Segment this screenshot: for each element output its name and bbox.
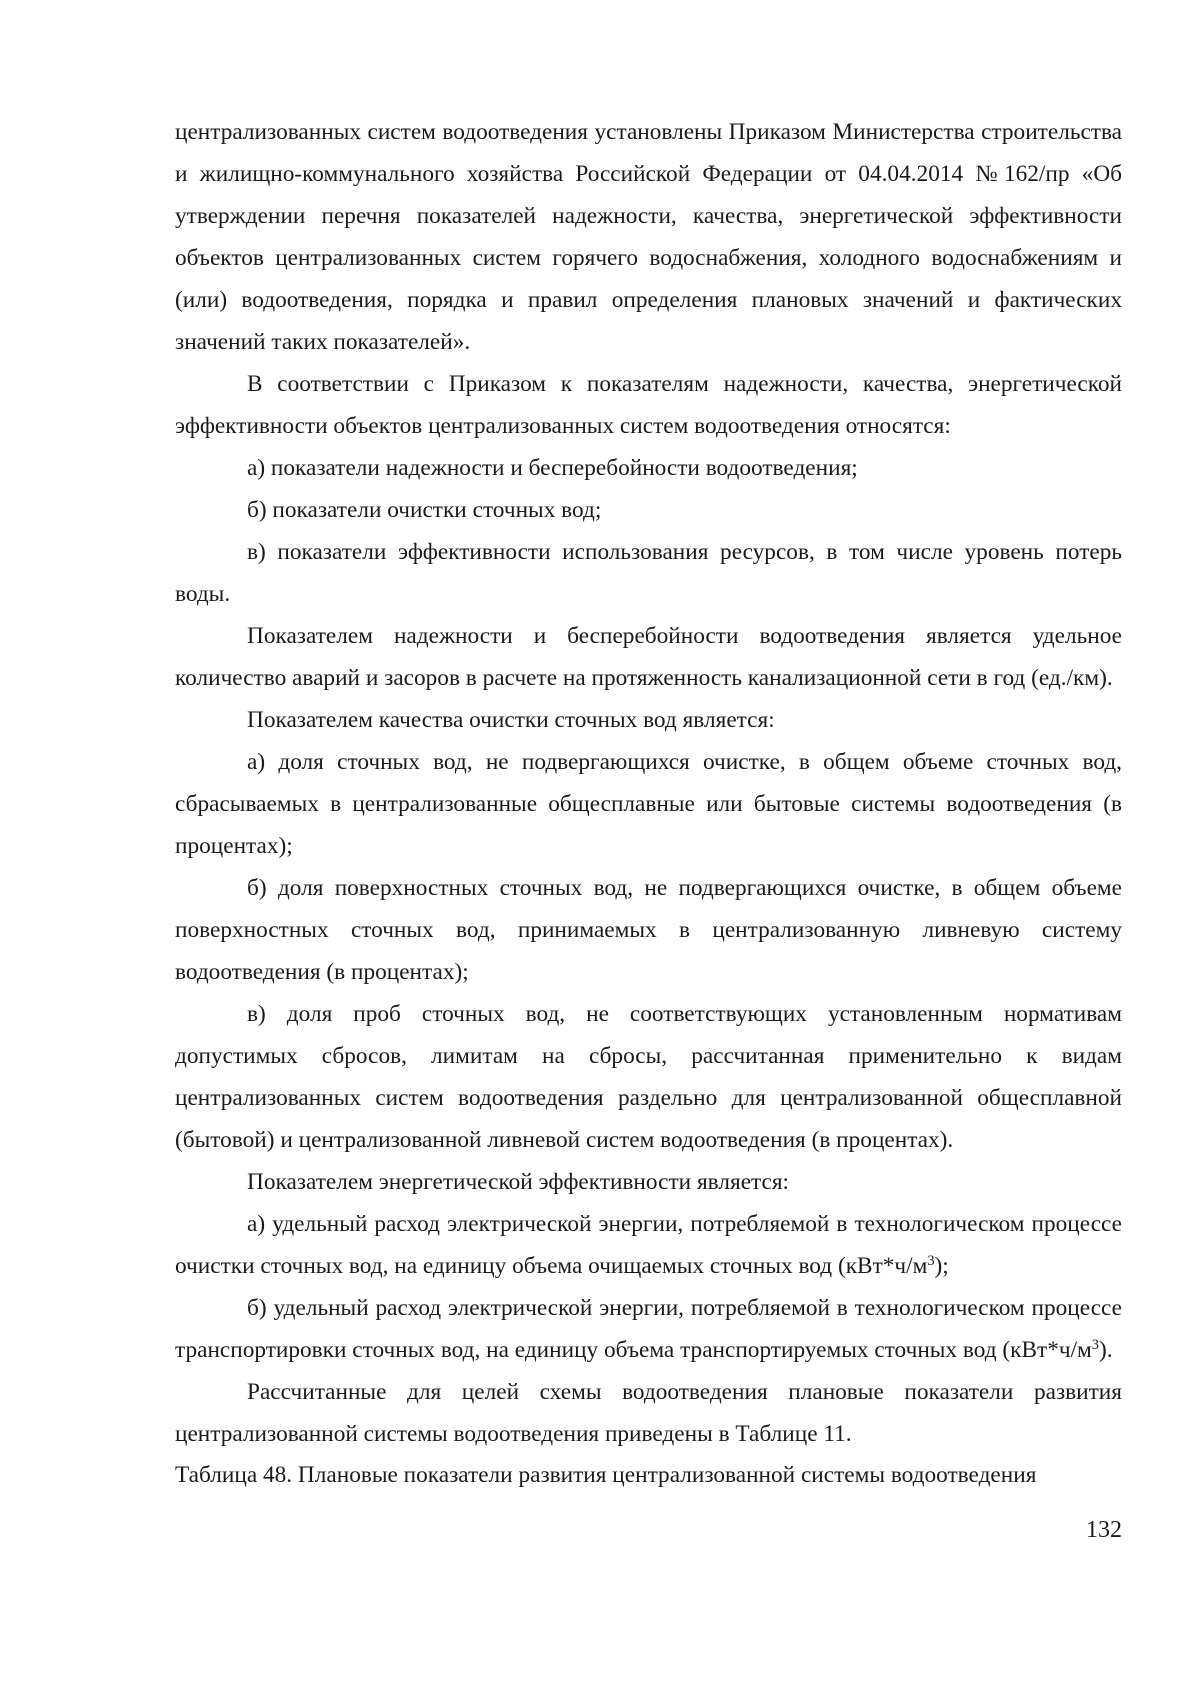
list-item-energy-transport [175, 1287, 1122, 1371]
document-body [175, 111, 1122, 1495]
page-number: 132 [1086, 1517, 1122, 1543]
list-item-sample-noncompliance: в) доля проб сточных вод, не соответствующих установленным нормативам допустимых сбросов, лимитам на сбросы, рассчитанная применительно к видам централизованных систем водоотведения раздельно для централизованной общесплавной (бытовой) и централизованной ливневой систем водоотведения (в процентах). [175, 1001, 1122, 1153]
paragraph-quality-indicator: Показателем качества очистки сточных вод является: [247, 707, 775, 733]
energy-transport-tail: ). [1099, 1337, 1113, 1363]
list-item-reliability: а) показатели надежности и бесперебойности водоотведения; [247, 455, 858, 481]
superscript-cubed: 3 [927, 1253, 935, 1270]
list-item-surface-untreated-share: б) доля поверхностных сточных вод, не подвергающихся очистке, в общем объеме поверхностных сточных вод, принимаемых в централизованную ливневую систему водоотведения (в процентах); [175, 875, 1122, 985]
superscript-cubed: 3 [1091, 1337, 1099, 1354]
energy-treatment-tail: ); [934, 1253, 949, 1279]
list-item-resource-efficiency: в) показатели эффективности использования ресурсов, в том числе уровень потерь воды. [175, 539, 1122, 607]
energy-treatment-text: а) удельный расход электрической энергии, потребляемой в технологическом процессе очистки сточных вод, на единицу объема очищаемых сточных вод (кВт*ч/м [175, 1211, 1122, 1279]
paragraph-energy-indicator: Показателем энергетической эффективности является: [247, 1169, 790, 1195]
paragraph-closing: Рассчитанные для целей схемы водоотведения плановые показатели развития централизованной системы водоотведения приведены в Таблице 11. [175, 1379, 1122, 1447]
paragraph-order-indicators: В соответствии с Приказом к показателям надежности, качества, энергетической эффективности объектов централизованных систем водоотведения относятся: [175, 371, 1122, 439]
paragraph-reliability-indicator: Показателем надежности и бесперебойности водоотведения является удельное количество аварий и засоров в расчете на протяженность канализационной сети в год (ед./км). [175, 623, 1122, 691]
list-item-energy-treatment [175, 1203, 1122, 1287]
energy-transport-text: б) удельный расход электрической энергии, потребляемой в технологическом процессе транспортировки сточных вод, на единицу объема транспортируемых сточных вод (кВт*ч/м [175, 1295, 1122, 1363]
list-item-untreated-share: а) доля сточных вод, не подвергающихся очистке, в общем объеме сточных вод, сбрасываемых в централизованные общесплавные или бытовые системы водоотведения (в процентах); [175, 749, 1122, 859]
paragraph-intro: централизованных систем водоотведения установлены Приказом Министерства строительства и жилищно-коммунального хозяйства Российской Федерации от 04.04.2014 №162/пр «Об утверждении перечня показателей надежности, качества, энергетической эффективности объектов централизованных систем горячего водоснабжения, холодного водоснабжениям и (или) водоотведения, порядка и правил определения плановых значений и фактических значений таких показателей». [175, 119, 1122, 355]
list-item-treatment: б) показатели очистки сточных вод; [247, 497, 602, 523]
table-caption: Таблица 48. Плановые показатели развития централизованной системы водоотведения [175, 1462, 1037, 1488]
